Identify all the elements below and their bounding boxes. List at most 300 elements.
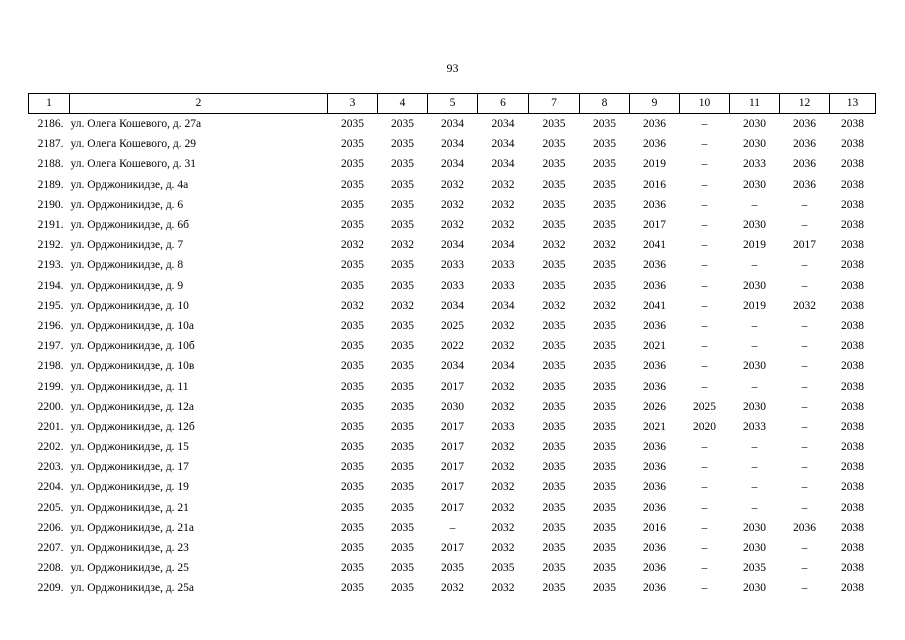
year-cell: – [801, 441, 808, 454]
table-row [29, 276, 876, 296]
year-cell: 2038 [841, 461, 864, 474]
year-cell: 2032 [491, 219, 515, 232]
year-cell: 2032 [441, 178, 464, 191]
year-cell: 2034 [441, 360, 464, 373]
year-cell: 2017 [441, 481, 464, 494]
year-cell: 2035 [341, 542, 364, 555]
year-cell: 2035 [542, 380, 566, 393]
year-cell: 2036 [643, 319, 666, 332]
table-row [29, 336, 876, 356]
row-number-cell: 2200. [37, 400, 64, 413]
table-row [29, 538, 876, 558]
row-number-cell: 2191. [37, 219, 64, 232]
address-cell: ул. Орджоникидзе, д. 17 [70, 461, 189, 474]
year-cell: 2032 [793, 299, 816, 312]
address-cell: ул. Орджоникидзе, д. 9 [70, 279, 184, 292]
year-cell: 2035 [542, 461, 566, 474]
year-cell: – [801, 501, 808, 514]
table-row [29, 195, 876, 215]
row-number-cell: 2186. [37, 118, 64, 131]
year-cell: – [701, 582, 708, 595]
year-cell: 2035 [391, 542, 414, 555]
year-cell: 2035 [593, 340, 616, 353]
year-cell: 2032 [491, 481, 515, 494]
year-cell: 2036 [643, 198, 666, 211]
year-cell: 2036 [643, 279, 666, 292]
year-cell: 2035 [542, 259, 566, 272]
year-cell: 2035 [542, 521, 566, 534]
year-cell: – [701, 118, 708, 131]
year-cell: 2035 [542, 138, 566, 151]
year-cell: 2036 [793, 138, 816, 151]
year-cell: 2035 [391, 138, 414, 151]
year-cell: 2017 [441, 441, 464, 454]
year-cell: 2032 [491, 441, 515, 454]
year-cell: 2034 [491, 239, 515, 252]
table-row [29, 215, 876, 235]
year-cell: 2035 [391, 481, 414, 494]
year-cell: 2035 [542, 420, 566, 433]
column-header-1: 1 [29, 94, 70, 114]
year-cell: – [701, 461, 708, 474]
column-header-7: 7 [529, 94, 580, 114]
row-number-cell: 2199. [37, 380, 64, 393]
year-cell: 2035 [593, 501, 616, 514]
column-header-3: 3 [328, 94, 378, 114]
year-cell: 2035 [593, 118, 616, 131]
year-cell: 2035 [542, 501, 566, 514]
year-cell: – [801, 319, 808, 332]
year-cell: 2035 [391, 501, 414, 514]
page-number: 93 [446, 61, 459, 75]
year-cell: 2030 [743, 582, 766, 595]
year-cell: 2035 [743, 562, 766, 575]
year-cell: 2035 [542, 441, 566, 454]
year-cell: 2035 [341, 441, 364, 454]
year-cell: – [701, 219, 708, 232]
year-cell: 2034 [441, 138, 464, 151]
year-cell: – [801, 542, 808, 555]
year-cell: 2038 [841, 239, 864, 252]
year-cell: 2032 [391, 299, 414, 312]
year-cell: 2035 [341, 118, 364, 131]
column-header-11: 11 [730, 94, 780, 114]
year-cell: – [751, 380, 758, 393]
year-cell: 2035 [341, 582, 364, 595]
year-cell: 2041 [643, 299, 666, 312]
year-cell: 2035 [391, 259, 414, 272]
year-cell: 2022 [441, 340, 464, 353]
address-cell: ул. Орджоникидзе, д. 10 [70, 299, 189, 312]
year-cell: 2035 [341, 420, 364, 433]
year-cell: 2032 [441, 198, 464, 211]
year-cell: 2017 [441, 420, 464, 433]
address-cell: ул. Орджоникидзе, д. 8 [70, 259, 184, 272]
address-cell: ул. Орджоникидзе, д. 4а [70, 178, 189, 191]
year-cell: 2034 [441, 299, 464, 312]
address-cell: ул. Орджоникидзе, д. 21а [70, 521, 195, 534]
address-cell: ул. Орджоникидзе, д. 19 [70, 481, 189, 494]
year-cell: 2032 [491, 521, 515, 534]
year-cell: 2035 [391, 178, 414, 191]
year-cell: 2041 [643, 239, 666, 252]
year-cell: 2035 [593, 259, 616, 272]
column-header-5: 5 [428, 94, 478, 114]
year-cell: 2035 [593, 360, 616, 373]
year-cell: 2035 [391, 441, 414, 454]
row-number-cell: 2196. [37, 319, 64, 332]
year-cell: 2033 [491, 420, 515, 433]
row-number-cell: 2202. [37, 441, 64, 454]
column-header-10: 10 [680, 94, 730, 114]
year-cell: 2021 [643, 340, 666, 353]
year-cell: 2036 [643, 259, 666, 272]
address-cell: ул. Орджоникидзе, д. 12б [70, 420, 195, 433]
year-cell: – [751, 340, 758, 353]
year-cell: 2035 [341, 380, 364, 393]
year-cell: 2035 [341, 501, 364, 514]
year-cell: 2038 [841, 219, 864, 232]
year-cell: 2030 [743, 279, 766, 292]
year-cell: 2016 [643, 521, 666, 534]
year-cell: 2038 [841, 198, 864, 211]
year-cell: – [701, 501, 708, 514]
year-cell: – [801, 198, 808, 211]
year-cell: – [701, 158, 708, 171]
year-cell: 2035 [593, 420, 616, 433]
table-row [29, 175, 876, 195]
column-header-12: 12 [780, 94, 830, 114]
address-cell: ул. Олега Кошевого, д. 29 [70, 138, 197, 151]
year-cell: – [751, 198, 758, 211]
year-cell: 2035 [542, 198, 566, 211]
table-row [29, 296, 876, 316]
year-cell: 2035 [391, 118, 414, 131]
year-cell: 2036 [643, 360, 666, 373]
address-cell: ул. Орджоникидзе, д. 11 [70, 380, 189, 393]
year-cell: 2032 [491, 340, 515, 353]
year-cell: 2035 [341, 461, 364, 474]
year-cell: – [701, 521, 708, 534]
year-cell: 2020 [693, 420, 716, 433]
year-cell: 2032 [441, 582, 464, 595]
row-number-cell: 2193. [37, 259, 64, 272]
year-cell: 2035 [593, 441, 616, 454]
year-cell: 2035 [391, 380, 414, 393]
year-cell: 2033 [441, 279, 464, 292]
table-row [29, 154, 876, 174]
table-row [29, 356, 876, 376]
year-cell: 2030 [743, 219, 766, 232]
year-cell: 2016 [643, 178, 666, 191]
year-cell: – [801, 582, 808, 595]
year-cell: 2038 [841, 400, 864, 413]
year-cell: 2035 [593, 582, 616, 595]
year-cell: 2035 [391, 158, 414, 171]
row-number-cell: 2207. [37, 542, 64, 555]
year-cell: 2035 [341, 219, 364, 232]
year-cell: – [701, 239, 708, 252]
address-cell: ул. Орджоникидзе, д. 25 [70, 562, 189, 575]
year-cell: – [701, 542, 708, 555]
row-number-cell: 2195. [37, 299, 64, 312]
year-cell: 2035 [391, 400, 414, 413]
year-cell: 2034 [491, 138, 515, 151]
address-cell: ул. Орджоникидзе, д. 21 [70, 501, 189, 514]
year-cell: – [751, 441, 758, 454]
year-cell: 2025 [441, 319, 464, 332]
year-cell: 2036 [643, 481, 666, 494]
year-cell: 2035 [341, 158, 364, 171]
year-cell: – [801, 279, 808, 292]
year-cell: 2032 [491, 542, 515, 555]
year-cell: 2036 [643, 461, 666, 474]
year-cell: 2034 [491, 118, 515, 131]
year-cell: 2038 [841, 360, 864, 373]
year-cell: 2036 [643, 441, 666, 454]
year-cell: 2033 [491, 259, 515, 272]
year-cell: 2017 [441, 501, 464, 514]
year-cell: – [751, 461, 758, 474]
year-cell: 2017 [643, 219, 666, 232]
year-cell: 2036 [793, 158, 816, 171]
year-cell: 2034 [441, 239, 464, 252]
year-cell: 2038 [841, 441, 864, 454]
year-cell: 2035 [542, 319, 566, 332]
year-cell: 2019 [743, 239, 766, 252]
table-row [29, 376, 876, 396]
year-cell: 2038 [841, 340, 864, 353]
year-cell: – [701, 198, 708, 211]
table-row [29, 134, 876, 154]
year-cell: 2038 [841, 521, 864, 534]
year-cell: 2032 [491, 178, 515, 191]
year-cell: – [449, 521, 456, 534]
year-cell: – [751, 501, 758, 514]
year-cell: 2030 [743, 360, 766, 373]
year-cell: – [701, 441, 708, 454]
year-cell: 2038 [841, 380, 864, 393]
year-cell: 2032 [491, 501, 515, 514]
year-cell: 2035 [593, 380, 616, 393]
table-row [29, 498, 876, 518]
year-cell: 2032 [391, 239, 414, 252]
year-cell: 2030 [743, 400, 766, 413]
year-cell: 2035 [491, 562, 515, 575]
year-cell: 2036 [793, 521, 816, 534]
year-cell: – [801, 360, 808, 373]
year-cell: 2035 [593, 219, 616, 232]
year-cell: 2017 [441, 461, 464, 474]
column-header-6: 6 [478, 94, 529, 114]
year-cell: 2035 [391, 521, 414, 534]
year-cell: 2038 [841, 299, 864, 312]
year-cell: 2035 [391, 582, 414, 595]
row-number-cell: 2204. [37, 481, 64, 494]
year-cell: 2036 [643, 542, 666, 555]
year-cell: 2035 [542, 279, 566, 292]
column-header-4: 4 [378, 94, 428, 114]
year-cell: 2035 [542, 582, 566, 595]
year-cell: 2026 [643, 400, 666, 413]
year-cell: 2035 [341, 521, 364, 534]
year-cell: 2035 [341, 198, 364, 211]
table-row [29, 417, 876, 437]
year-cell: 2032 [491, 461, 515, 474]
year-cell: 2030 [441, 400, 464, 413]
year-cell: 2035 [341, 340, 364, 353]
year-cell: 2032 [341, 239, 364, 252]
year-cell: 2035 [542, 542, 566, 555]
year-cell: 2036 [793, 178, 816, 191]
year-cell: 2035 [542, 360, 566, 373]
year-cell: 2038 [841, 501, 864, 514]
year-cell: 2032 [491, 380, 515, 393]
year-cell: 2035 [542, 340, 566, 353]
year-cell: 2038 [841, 562, 864, 575]
row-number-cell: 2190. [37, 198, 64, 211]
year-cell: 2030 [743, 542, 766, 555]
year-cell: 2035 [341, 400, 364, 413]
year-cell: 2035 [341, 178, 364, 191]
year-cell: 2035 [593, 481, 616, 494]
year-cell: 2035 [391, 219, 414, 232]
year-cell: 2036 [643, 118, 666, 131]
row-number-cell: 2203. [37, 461, 64, 474]
year-cell: 2035 [341, 259, 364, 272]
year-cell: 2035 [341, 138, 364, 151]
year-cell: 2038 [841, 138, 864, 151]
row-number-cell: 2192. [37, 239, 64, 252]
year-cell: 2034 [491, 299, 515, 312]
year-cell: 2019 [743, 299, 766, 312]
year-cell: 2038 [841, 481, 864, 494]
year-cell: 2030 [743, 521, 766, 534]
year-cell: 2035 [593, 400, 616, 413]
year-cell: – [701, 178, 708, 191]
year-cell: 2034 [491, 158, 515, 171]
year-cell: 2021 [643, 420, 666, 433]
address-cell: ул. Олега Кошевого, д. 31 [70, 158, 197, 171]
address-cell: ул. Орджоникидзе, д. 15 [70, 441, 189, 454]
year-cell: 2035 [542, 562, 566, 575]
year-cell: 2030 [743, 178, 766, 191]
column-header-2: 2 [70, 94, 328, 114]
column-header-13: 13 [830, 94, 876, 114]
row-number-cell: 2206. [37, 521, 64, 534]
row-number-cell: 2187. [37, 138, 64, 151]
year-cell: 2035 [391, 319, 414, 332]
address-cell: ул. Орджоникидзе, д. 7 [70, 239, 184, 252]
row-number-cell: 2194. [37, 279, 64, 292]
address-cell: ул. Орджоникидзе, д. 10а [70, 319, 195, 332]
row-number-cell: 2188. [37, 158, 64, 171]
year-cell: – [751, 259, 758, 272]
year-cell: 2038 [841, 582, 864, 595]
year-cell: – [801, 461, 808, 474]
year-cell: 2038 [841, 178, 864, 191]
year-cell: 2032 [593, 299, 616, 312]
table-row [29, 477, 876, 497]
address-cell: ул. Орджоникидзе, д. 6 [70, 198, 184, 211]
year-cell: 2035 [341, 279, 364, 292]
year-cell: – [701, 299, 708, 312]
year-cell: 2033 [491, 279, 515, 292]
column-header-9: 9 [630, 94, 680, 114]
year-cell: 2038 [841, 420, 864, 433]
address-cell: ул. Орджоникидзе, д. 10б [70, 340, 195, 353]
year-cell: 2035 [391, 461, 414, 474]
year-cell: – [801, 219, 808, 232]
year-cell: – [801, 420, 808, 433]
year-cell: 2034 [441, 118, 464, 131]
year-cell: 2035 [593, 178, 616, 191]
year-cell: – [801, 380, 808, 393]
year-cell: 2035 [542, 158, 566, 171]
year-cell: 2035 [593, 562, 616, 575]
year-cell: 2035 [542, 118, 566, 131]
address-cell: ул. Орджоникидзе, д. 23 [70, 542, 189, 555]
year-cell: 2036 [643, 582, 666, 595]
year-cell: 2032 [491, 198, 515, 211]
year-cell: 2035 [593, 279, 616, 292]
year-cell: 2035 [542, 481, 566, 494]
address-cell: ул. Орджоникидзе, д. 25а [70, 582, 195, 595]
address-cell: ул. Орджоникидзе, д. 10в [70, 360, 195, 373]
table-row [29, 397, 876, 417]
year-cell: 2035 [542, 178, 566, 191]
table-row [29, 558, 876, 578]
table-row [29, 518, 876, 538]
year-cell: – [701, 380, 708, 393]
year-cell: 2017 [793, 239, 816, 252]
year-cell: 2038 [841, 279, 864, 292]
year-cell: – [701, 481, 708, 494]
year-cell: 2035 [593, 198, 616, 211]
year-cell: 2035 [593, 319, 616, 332]
year-cell: 2032 [542, 299, 566, 312]
year-cell: 2036 [643, 501, 666, 514]
year-cell: – [701, 279, 708, 292]
year-cell: – [751, 319, 758, 332]
row-number-cell: 2189. [37, 178, 64, 191]
year-cell: 2035 [391, 360, 414, 373]
year-cell: 2035 [593, 542, 616, 555]
schedule-table [28, 93, 876, 599]
year-cell: 2035 [391, 420, 414, 433]
column-header-8: 8 [580, 94, 630, 114]
year-cell: 2035 [341, 319, 364, 332]
year-cell: 2038 [841, 118, 864, 131]
year-cell: 2035 [391, 340, 414, 353]
year-cell: – [701, 562, 708, 575]
year-cell: 2035 [391, 562, 414, 575]
row-number-cell: 2208. [37, 562, 64, 575]
year-cell: 2033 [743, 420, 766, 433]
year-cell: 2036 [643, 562, 666, 575]
year-cell: 2036 [793, 118, 816, 131]
year-cell: 2033 [743, 158, 766, 171]
year-cell: – [801, 340, 808, 353]
year-cell: 2033 [441, 259, 464, 272]
year-cell: 2017 [441, 542, 464, 555]
table-row [29, 235, 876, 255]
year-cell: 2035 [542, 400, 566, 413]
table-header-row [29, 94, 876, 114]
year-cell: 2036 [643, 138, 666, 151]
year-cell: – [801, 481, 808, 494]
year-cell: 2030 [743, 118, 766, 131]
